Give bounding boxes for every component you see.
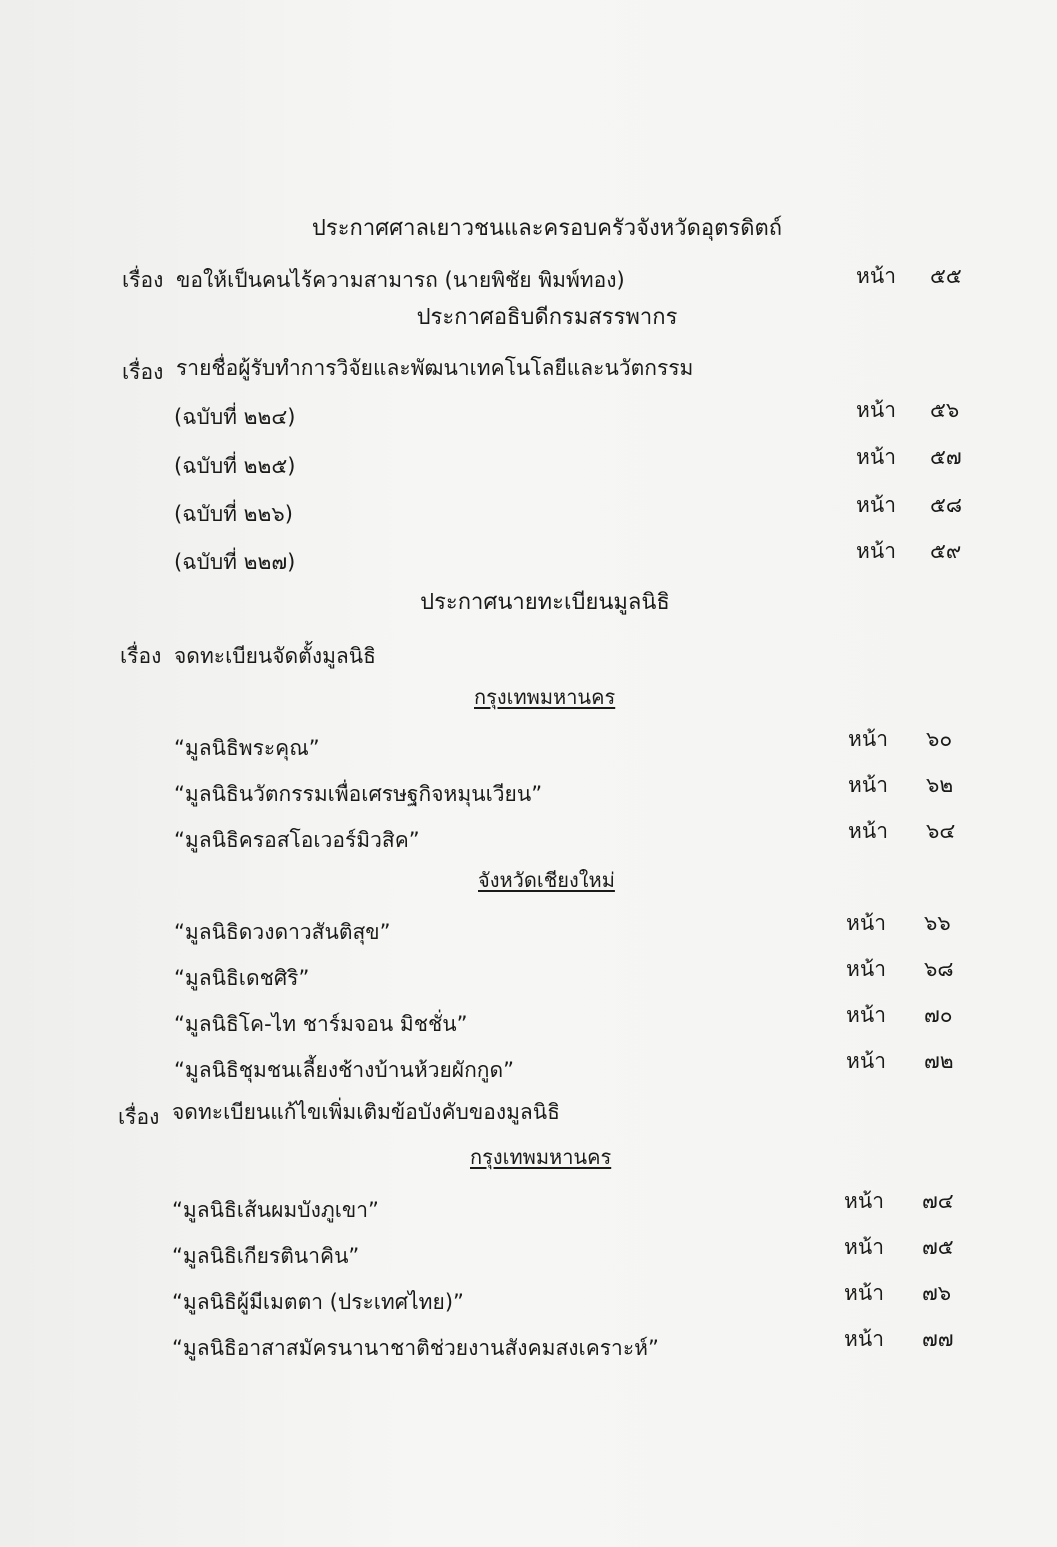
section-heading-youth-court: ประกาศศาลเยาวชนและครอบครัวจังหวัดอุตรดิตถ์ (311, 216, 783, 241)
page-number: ๕๗ (930, 445, 962, 469)
page-label: หน้า (846, 911, 886, 935)
page-number: ๗๒ (924, 1049, 954, 1073)
page-label: หน้า (856, 493, 896, 517)
page-number: ๗๗ (922, 1327, 954, 1351)
page-label: หน้า (856, 445, 896, 469)
page-label: หน้า (856, 264, 896, 288)
entry-title: “มูลนิธิอาสาสมัครนานาชาติช่วยงานสังคมสงเคราะห์” (172, 1336, 659, 1360)
entry-title: “มูลนิธิพระคุณ” (174, 736, 320, 760)
entry-prefix: เรื่อง (122, 268, 164, 292)
page-label: หน้า (844, 1327, 884, 1351)
entry-title: (ฉบับที่ ๒๒๗) (174, 550, 296, 574)
topic-title: จดทะเบียนจัดตั้งมูลนิธิ (174, 644, 376, 668)
page-label: หน้า (844, 1281, 884, 1305)
page-number: ๕๘ (930, 493, 963, 517)
page-number: ๕๕ (930, 264, 962, 288)
page-number: ๖๔ (926, 819, 956, 843)
section-heading-revenue-dept: ประกาศอธิบดีกรมสรรพากร (416, 305, 678, 330)
page-label: หน้า (848, 773, 888, 797)
entry-title: “มูลนิธิชุมชนเลี้ยงช้างบ้านห้วยผักกูด” (174, 1058, 515, 1082)
entry-title: (ฉบับที่ ๒๒๕) (174, 454, 296, 478)
entry-title: “มูลนิธิเดชศิริ” (174, 966, 310, 990)
page-label: หน้า (846, 957, 886, 981)
entry-title: “มูลนิธิเส้นผมบังภูเขา” (172, 1198, 379, 1222)
topic-prefix: เรื่อง (120, 644, 162, 668)
entry-title: ขอให้เป็นคนไร้ความสามารถ (นายพิชัย พิมพ์ทอง) (176, 268, 625, 292)
page-label: หน้า (844, 1235, 884, 1259)
entry-title: “มูลนิธิเกียรตินาคิน” (172, 1244, 360, 1268)
page-label: หน้า (844, 1189, 884, 1213)
topic-prefix: เรื่อง (118, 1105, 160, 1129)
entry-title: (ฉบับที่ ๒๒๖) (174, 502, 293, 526)
entry-title: “มูลนิธินวัตกรรมเพื่อเศรษฐกิจหมุนเวียน” (174, 782, 543, 806)
page-number: ๗๕ (922, 1235, 954, 1259)
page-number: ๕๙ (930, 539, 962, 563)
topic-title: รายชื่อผู้รับทำการวิจัยและพัฒนาเทคโนโลยีและนวัตกรรม (176, 356, 694, 380)
page-number: ๗๐ (924, 1003, 953, 1027)
page-label: หน้า (856, 539, 896, 563)
page-label: หน้า (846, 1049, 886, 1073)
page-number: ๖๒ (926, 773, 954, 797)
page-label: หน้า (856, 398, 896, 422)
subheading-chiang-mai: จังหวัดเชียงใหม่ (478, 868, 615, 892)
page-label: หน้า (848, 819, 888, 843)
entry-title: (ฉบับที่ ๒๒๔) (174, 405, 296, 429)
topic-title: จดทะเบียนแก้ไขเพิ่มเติมข้อบังคับของมูลนิธิ (172, 1100, 560, 1124)
section-heading-foundation-registrar: ประกาศนายทะเบียนมูลนิธิ (420, 590, 670, 615)
entry-title: “มูลนิธิผู้มีเมตตา (ประเทศไทย)” (172, 1290, 464, 1314)
page-number: ๖๐ (926, 727, 953, 751)
entry-title: “มูลนิธิครอสโอเวอร์มิวสิค” (174, 828, 420, 852)
page-number: ๖๖ (924, 911, 951, 935)
topic-prefix: เรื่อง (122, 360, 164, 384)
entry-title: “มูลนิธิดวงดาวสันติสุข” (174, 920, 391, 944)
subheading-bangkok: กรุงเทพมหานคร (470, 1145, 612, 1169)
subheading-bangkok: กรุงเทพมหานคร (474, 685, 616, 709)
page-number: ๕๖ (930, 398, 960, 422)
page-number: ๗๔ (922, 1189, 954, 1213)
entry-title: “มูลนิธิโค-ไท ชาร์มจอน มิชชั่น” (174, 1012, 468, 1036)
page-label: หน้า (846, 1003, 886, 1027)
page-label: หน้า (848, 727, 888, 751)
page-number: ๖๘ (924, 957, 954, 981)
page-number: ๗๖ (922, 1281, 952, 1305)
